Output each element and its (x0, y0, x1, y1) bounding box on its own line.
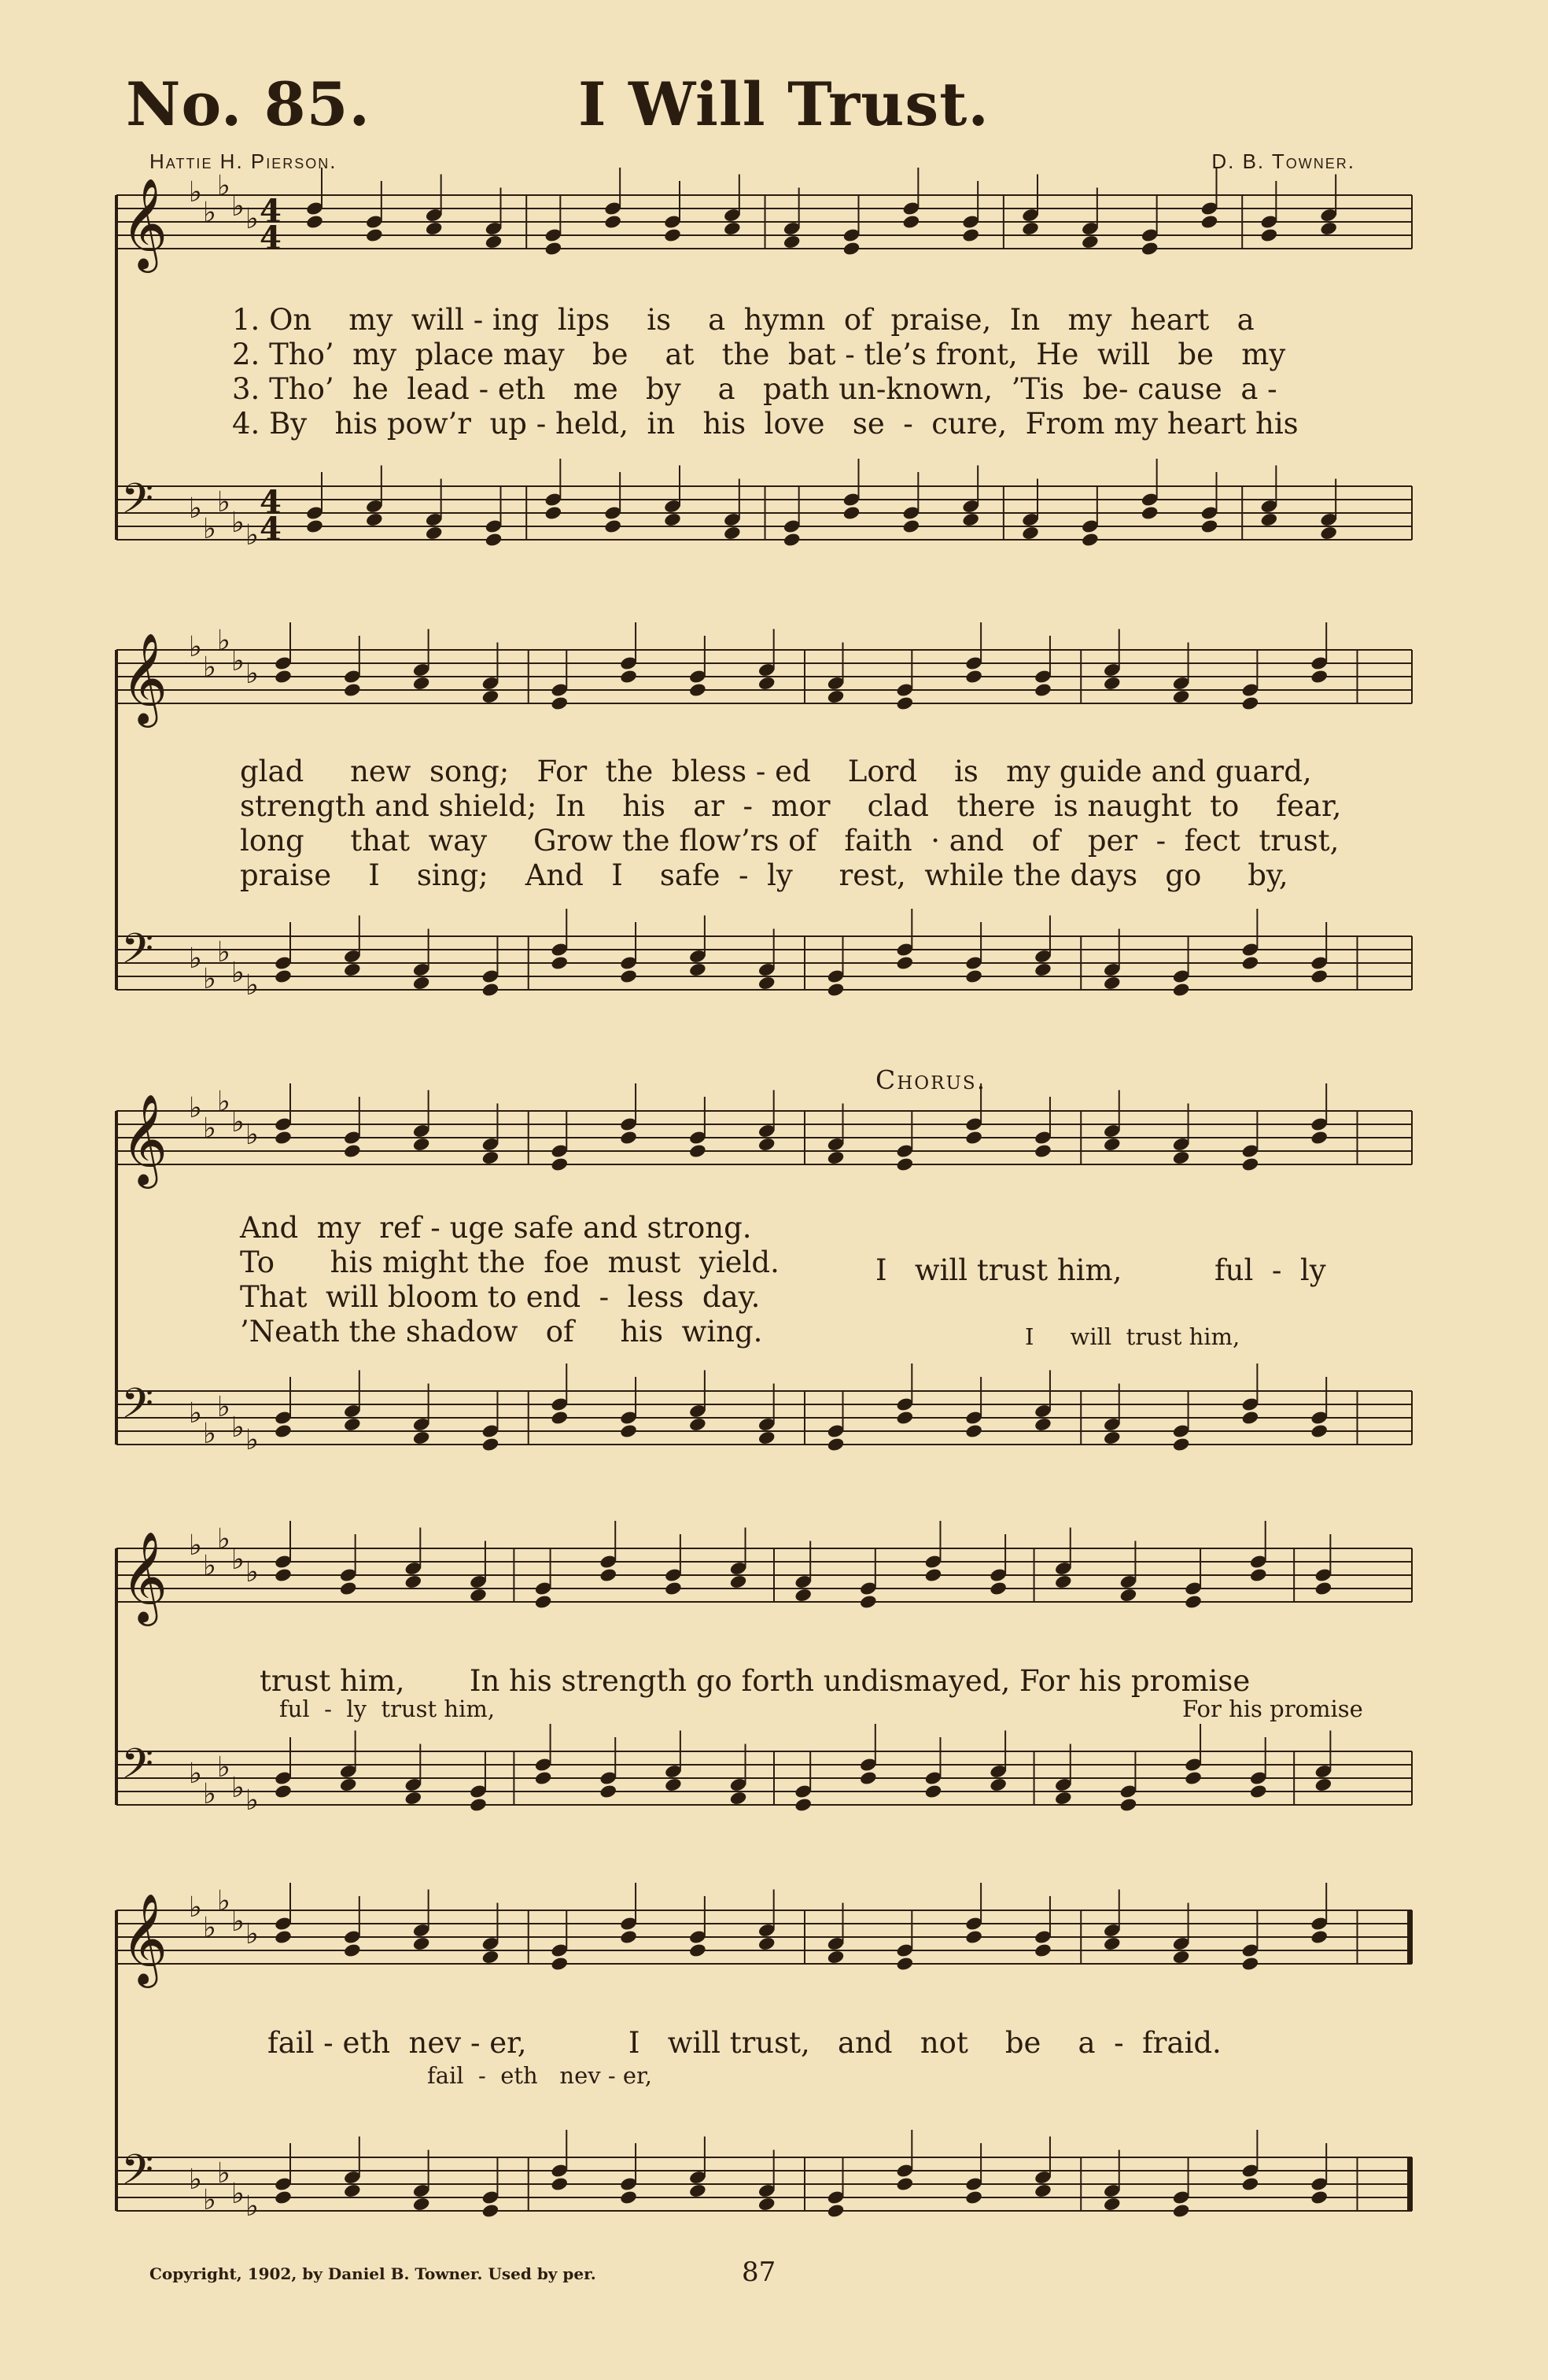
note-head (964, 2190, 983, 2205)
flat-icon: ♭ (245, 519, 259, 552)
flat-icon: ♭ (203, 1912, 216, 1944)
note-head (827, 1437, 846, 1452)
flat-icon: ♭ (231, 2178, 245, 2210)
chorus-label: Chorus. (875, 1065, 987, 1095)
note-head (544, 505, 563, 521)
note-head (619, 969, 638, 984)
chorus-upper-line: fail - eth nev - er, I will trust, and not be a - fraid. (267, 2026, 1222, 2060)
flat-icon: ♭ (203, 963, 216, 995)
flat-icon: ♭ (217, 1751, 230, 1784)
note-head (729, 1791, 748, 1806)
flat-icon: ♭ (231, 1772, 245, 1804)
note-head (964, 1929, 983, 1945)
time-signature: 4 (260, 484, 282, 521)
note-head (1119, 1588, 1138, 1603)
flat-icon: ♭ (231, 507, 245, 539)
verse-1-line: 1. On my will - ing lips is a hymn of praise, In my heart a (232, 303, 1255, 337)
note-head (1241, 1956, 1260, 1972)
note-head (827, 982, 846, 998)
note-head (1184, 1594, 1203, 1610)
note-head (1172, 1437, 1191, 1452)
flat-icon: ♭ (245, 203, 259, 235)
bass-clef-icon: 𝄢 (121, 1380, 154, 1438)
note-head (989, 1581, 1008, 1596)
flat-icon: ♭ (231, 1906, 245, 1938)
flat-icon: ♭ (231, 645, 245, 677)
note-head (688, 682, 707, 698)
note-head (1172, 982, 1191, 998)
verse-1-line: glad new song; For the bless - ed Lord is my guide and guard, (240, 755, 1312, 788)
verse-4-line: ’Neath the shadow of his wing. (240, 1315, 763, 1349)
note-head (274, 969, 293, 984)
bass-clef-icon: 𝄢 (121, 2146, 154, 2205)
note-head (365, 512, 384, 528)
lyricist-credit: Hattie H. Pierson. (149, 149, 337, 173)
note-head (404, 1574, 423, 1590)
verse-2-line: strength and shield; In his ar - mor clad there is naught to fear, (240, 789, 1342, 823)
note-head (1172, 689, 1191, 705)
note-head (339, 1581, 358, 1596)
note-head (664, 1777, 683, 1793)
note-head (757, 1936, 776, 1952)
note-head (603, 518, 622, 534)
note-head (924, 1567, 943, 1583)
flat-icon: ♭ (217, 1885, 230, 1917)
treble-clef-icon: 𝄞 (121, 1530, 168, 1622)
treble-clef-icon: 𝄞 (121, 1892, 168, 1984)
flat-icon: ♭ (189, 1092, 202, 1124)
note-head (1103, 1936, 1122, 1952)
note-head (1200, 214, 1219, 230)
note-head (274, 1929, 293, 1945)
note-head (343, 962, 362, 978)
note-head (688, 962, 707, 978)
note-head (859, 1594, 878, 1610)
note-head (1103, 1430, 1122, 1446)
note-head (481, 1150, 500, 1166)
chorus-lower-line: For his promise (1182, 1696, 1363, 1722)
hymn-number: No. 85. (126, 69, 370, 139)
note-head (964, 1130, 983, 1146)
note-head (723, 221, 742, 237)
note-head (664, 1581, 683, 1596)
note-head (688, 2183, 707, 2199)
note-head (534, 1770, 553, 1786)
note-head (603, 214, 622, 230)
note-head (896, 1410, 915, 1426)
note-head (1319, 221, 1338, 237)
composer-credit: D. B. Towner. (1211, 149, 1355, 173)
chorus-lower-line: fail - eth nev - er, (427, 2062, 652, 2089)
note-head (961, 227, 980, 243)
flat-icon: ♭ (203, 651, 216, 684)
flat-icon: ♭ (203, 1418, 216, 1450)
note-head (964, 669, 983, 684)
flat-icon: ♭ (217, 1086, 230, 1118)
note-head (757, 1137, 776, 1153)
note-head (619, 1929, 638, 1945)
note-head (794, 1588, 813, 1603)
note-head (343, 682, 362, 698)
note-head (425, 221, 444, 237)
note-head (1054, 1574, 1073, 1590)
flat-icon: ♭ (189, 1891, 202, 1924)
note-head (688, 1143, 707, 1159)
note-head (274, 1784, 293, 1799)
note-head (723, 526, 742, 541)
bass-clef-icon: 𝄢 (121, 925, 154, 983)
flat-icon: ♭ (245, 1424, 259, 1456)
note-head (827, 2203, 846, 2219)
note-head (757, 676, 776, 692)
note-head (1103, 2197, 1122, 2212)
note-head (902, 518, 921, 534)
note-head (343, 2183, 362, 2199)
note-head (896, 696, 915, 711)
note-head (274, 1423, 293, 1439)
page-number: 87 (742, 2256, 776, 2288)
note-head (729, 1574, 748, 1590)
flat-icon: ♭ (203, 197, 216, 229)
note-head (1081, 234, 1100, 250)
flat-icon: ♭ (189, 1529, 202, 1562)
note-head (305, 214, 324, 230)
note-head (1119, 1797, 1138, 1813)
flat-icon: ♭ (245, 1918, 259, 1950)
note-head (343, 1943, 362, 1958)
note-head (481, 982, 500, 998)
note-head (757, 2197, 776, 2212)
hymn-title: I Will Trust. (578, 69, 990, 139)
verse-4-line: praise I sing; And I safe - ly rest, while the days go by, (240, 858, 1288, 892)
note-head (550, 1157, 569, 1172)
note-head (544, 241, 563, 256)
note-head (783, 234, 802, 250)
flat-icon: ♭ (203, 1113, 216, 1145)
note-head (365, 227, 384, 243)
note-head (412, 2197, 431, 2212)
note-head (989, 1777, 1008, 1793)
note-head (274, 2190, 293, 2205)
note-head (550, 955, 569, 971)
chorus-upper-line: trust him, In his strength go forth undismayed, For his promise (260, 1664, 1251, 1698)
note-head (481, 689, 500, 705)
flat-icon: ♭ (245, 658, 259, 690)
flat-icon: ♭ (245, 2190, 259, 2223)
note-head (663, 512, 682, 528)
note-head (481, 1950, 500, 1965)
note-head (412, 976, 431, 991)
note-head (412, 1936, 431, 1952)
note-head (794, 1797, 813, 1813)
note-head (1081, 532, 1100, 548)
verse-4-line: 4. By his pow’r up - held, in his love se - cure, From my heart his (232, 407, 1299, 441)
chorus-lower-line: I will trust him, (1025, 1323, 1240, 1350)
note-head (842, 505, 861, 521)
note-head (1141, 505, 1159, 521)
note-head (1260, 512, 1279, 528)
note-head (619, 2190, 638, 2205)
note-head (896, 955, 915, 971)
flat-icon: ♭ (217, 625, 230, 657)
flat-icon: ♭ (203, 1550, 216, 1582)
note-head (1034, 1143, 1052, 1159)
flat-icon: ♭ (189, 631, 202, 663)
note-head (412, 1137, 431, 1153)
note-head (1172, 1150, 1191, 1166)
verse-2-line: 2. Tho’ my place may be at the bat - tle’s front, He will be my (232, 338, 1286, 371)
note-head (896, 1956, 915, 1972)
note-head (1034, 682, 1052, 698)
flat-icon: ♭ (231, 1411, 245, 1444)
note-head (274, 669, 293, 684)
note-head (1249, 1567, 1268, 1583)
verse-3-line: long that way Grow the flow’rs of faith · and of per - fect trust, (240, 824, 1340, 858)
note-head (688, 1943, 707, 1958)
note-head (859, 1770, 878, 1786)
note-head (599, 1567, 617, 1583)
treble-clef-icon: 𝄞 (121, 632, 168, 724)
flat-icon: ♭ (245, 969, 259, 1002)
flat-icon: ♭ (189, 943, 202, 975)
note-head (599, 1784, 617, 1799)
note-head (1172, 2203, 1191, 2219)
note-head (1021, 526, 1040, 541)
note-head (485, 234, 503, 250)
flat-icon: ♭ (231, 957, 245, 989)
note-head (550, 2176, 569, 2192)
note-head (339, 1777, 358, 1793)
note-head (425, 526, 444, 541)
flat-icon: ♭ (245, 1119, 259, 1151)
note-head (1310, 969, 1329, 984)
note-head (842, 241, 861, 256)
note-head (1103, 676, 1122, 692)
note-head (827, 1150, 846, 1166)
note-head (1184, 1770, 1203, 1786)
note-head (1034, 1417, 1052, 1433)
note-head (412, 676, 431, 692)
note-head (924, 1784, 943, 1799)
note-head (757, 976, 776, 991)
flat-icon: ♭ (217, 1523, 230, 1555)
note-head (412, 1430, 431, 1446)
note-head (1314, 1581, 1333, 1596)
note-head (1314, 1777, 1333, 1793)
chorus-lower-line: ful - ly trust him, (279, 1696, 496, 1722)
note-head (1241, 955, 1260, 971)
note-head (902, 214, 921, 230)
flat-icon: ♭ (189, 1397, 202, 1430)
note-head (827, 689, 846, 705)
bass-clef-icon: 𝄢 (121, 475, 154, 533)
note-head (964, 969, 983, 984)
note-head (1021, 221, 1040, 237)
note-head (274, 1130, 293, 1146)
note-head (1260, 227, 1279, 243)
note-head (783, 532, 802, 548)
note-head (1054, 1791, 1073, 1806)
flat-icon: ♭ (189, 176, 202, 208)
note-head (1200, 518, 1219, 534)
note-head (1249, 1784, 1268, 1799)
flat-icon: ♭ (217, 936, 230, 969)
note-head (663, 227, 682, 243)
note-head (550, 1956, 569, 1972)
flat-icon: ♭ (217, 170, 230, 202)
note-head (1241, 1157, 1260, 1172)
note-head (1241, 2176, 1260, 2192)
note-head (1034, 1943, 1052, 1958)
note-head (964, 1423, 983, 1439)
note-head (1241, 1410, 1260, 1426)
flat-icon: ♭ (231, 1106, 245, 1138)
treble-clef-icon: 𝄞 (121, 1093, 168, 1185)
note-head (1103, 976, 1122, 991)
note-head (1241, 696, 1260, 711)
note-head (1310, 1929, 1329, 1945)
note-head (619, 669, 638, 684)
flat-icon: ♭ (203, 513, 216, 545)
note-head (481, 2203, 500, 2219)
time-signature: 4 (260, 220, 282, 256)
verse-3-line: That will bloom to end - less day. (240, 1280, 761, 1314)
flat-icon: ♭ (189, 2164, 202, 2196)
note-head (757, 1430, 776, 1446)
bass-clef-icon: 𝄢 (121, 1740, 154, 1799)
note-head (619, 1130, 638, 1146)
final-barline (1407, 2157, 1413, 2211)
note-head (1034, 962, 1052, 978)
flat-icon: ♭ (203, 2184, 216, 2216)
flat-icon: ♭ (231, 1544, 245, 1576)
note-head (343, 1143, 362, 1159)
note-head (534, 1594, 553, 1610)
flat-icon: ♭ (203, 1778, 216, 1810)
note-head (550, 696, 569, 711)
note-head (1319, 526, 1338, 541)
note-head (827, 1950, 846, 1965)
note-head (896, 1157, 915, 1172)
flat-icon: ♭ (189, 493, 202, 525)
final-barline (1407, 1910, 1413, 1964)
note-head (1034, 2183, 1052, 2199)
note-head (1103, 1137, 1122, 1153)
flat-icon: ♭ (189, 1758, 202, 1790)
note-head (1172, 1950, 1191, 1965)
note-head (274, 1567, 293, 1583)
verse-1-line: And my ref - uge safe and strong. (240, 1211, 752, 1245)
flat-icon: ♭ (217, 2157, 230, 2190)
note-head (305, 518, 324, 534)
flat-icon: ♭ (245, 1556, 259, 1589)
note-head (1310, 1130, 1329, 1146)
time-signature: 4 (260, 193, 282, 230)
note-head (961, 512, 980, 528)
note-head (896, 2176, 915, 2192)
note-head (343, 1417, 362, 1433)
note-head (481, 1437, 500, 1452)
note-head (1310, 2190, 1329, 2205)
note-head (485, 532, 503, 548)
flat-icon: ♭ (245, 1784, 259, 1817)
note-head (550, 1410, 569, 1426)
verse-3-line: 3. Tho’ he lead - eth me by a path un-known, ’Tis be- cause a - (232, 372, 1277, 406)
note-head (469, 1797, 488, 1813)
chorus-upper-line: I will trust him, ful - ly (875, 1253, 1326, 1287)
note-head (1141, 241, 1159, 256)
copyright-notice: Copyright, 1902, by Daniel B. Towner. Used by per. (149, 2264, 596, 2283)
time-signature: 4 (260, 511, 282, 548)
flat-icon: ♭ (217, 1391, 230, 1423)
verse-2-line: To his might the foe must yield. (240, 1245, 780, 1279)
note-head (469, 1588, 488, 1603)
note-head (1310, 1423, 1329, 1439)
flat-icon: ♭ (217, 486, 230, 518)
treble-clef-icon: 𝄞 (121, 177, 168, 269)
note-head (688, 1417, 707, 1433)
note-head (1310, 669, 1329, 684)
note-head (619, 1423, 638, 1439)
note-head (404, 1791, 423, 1806)
flat-icon: ♭ (231, 190, 245, 223)
